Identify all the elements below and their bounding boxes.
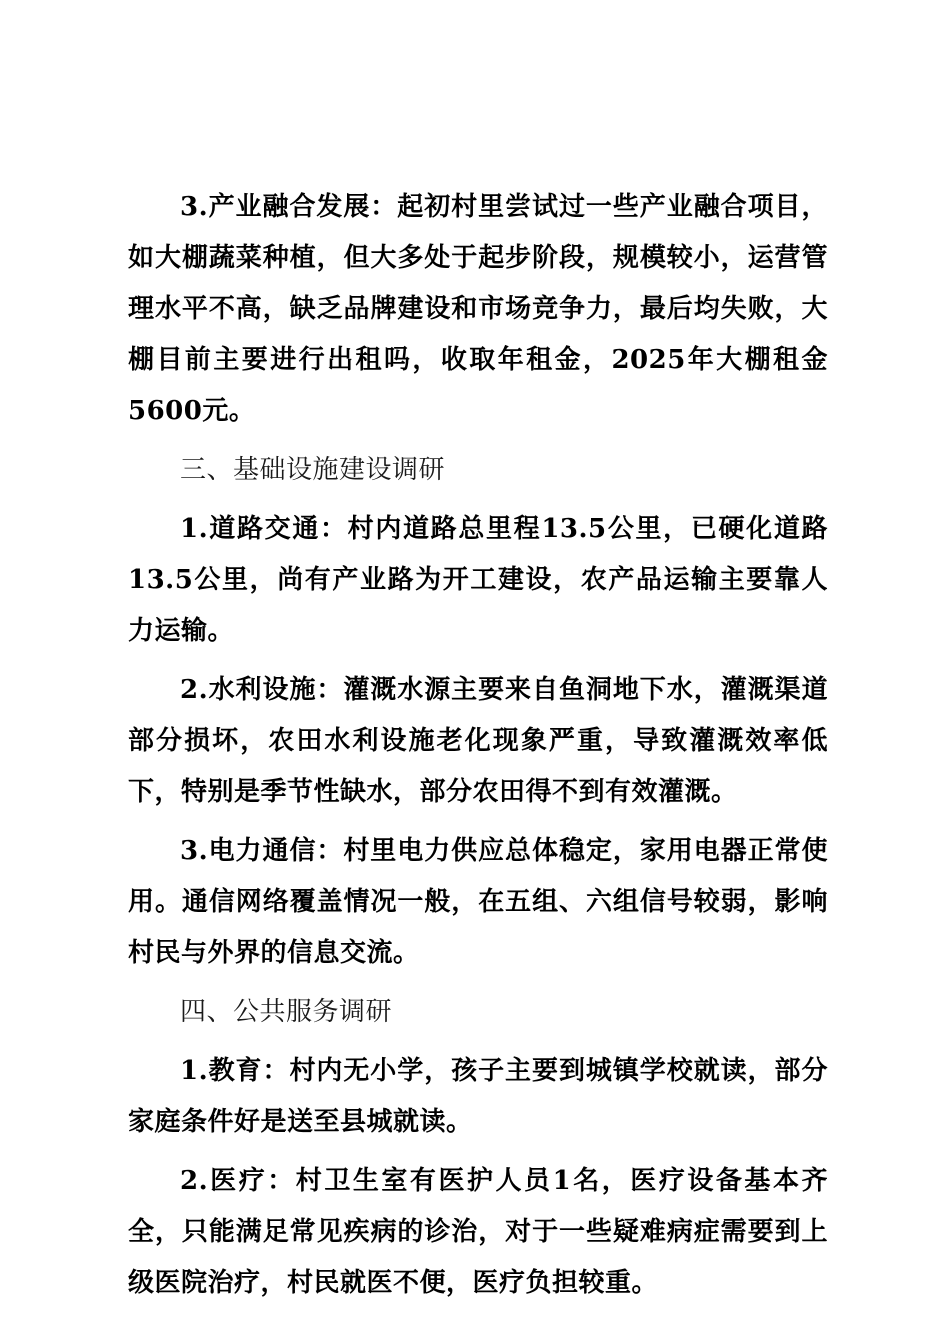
paragraph-industry-integration: 3.产业融合发展：起初村里尝试过一些产业融合项目，如大棚蔬菜种植，但大多处于起步阶段，规模较小，运营管理水平不高，缺乏品牌建设和市场竞争力，最后均失败，大棚目前主要进行出租吗，收取年租金，2025年大棚租金5600元。 (128, 192, 828, 426)
paragraph-medical: 2.医疗：村卫生室有医护人员1名，医疗设备基本齐全，只能满足常见疾病的诊治，对于一些疑难病症需要到上级医院治疗，村民就医不便，医疗负担较重。 (128, 1166, 828, 1298)
paragraph-power-communication: 3.电力通信：村里电力供应总体稳定，家用电器正常使用。通信网络覆盖情况一般，在五组、六组信号较弱，影响村民与外界的信息交流。 (128, 836, 828, 968)
section-heading-infrastructure: 三、基础设施建设调研 (180, 455, 446, 485)
paragraph-education: 1.教育：村内无小学，孩子主要到城镇学校就读，部分家庭条件好是送至县城就读。 (128, 1056, 828, 1137)
document-body (128, 182, 828, 1309)
paragraph-water-facilities: 2.水利设施：灌溉水源主要来自鱼洞地下水，灌溉渠道部分损坏，农田水利设施老化现象严重，导致灌溉效率低下，特别是季节性缺水，部分农田得不到有效灌溉。 (128, 675, 828, 807)
section-heading-public-services: 四、公共服务调研 (180, 997, 393, 1027)
paragraph-road-transport: 1.道路交通：村内道路总里程13.5公里，已硬化道路13.5公里，尚有产业路为开工建设，农产品运输主要靠人力运输。 (128, 514, 828, 646)
